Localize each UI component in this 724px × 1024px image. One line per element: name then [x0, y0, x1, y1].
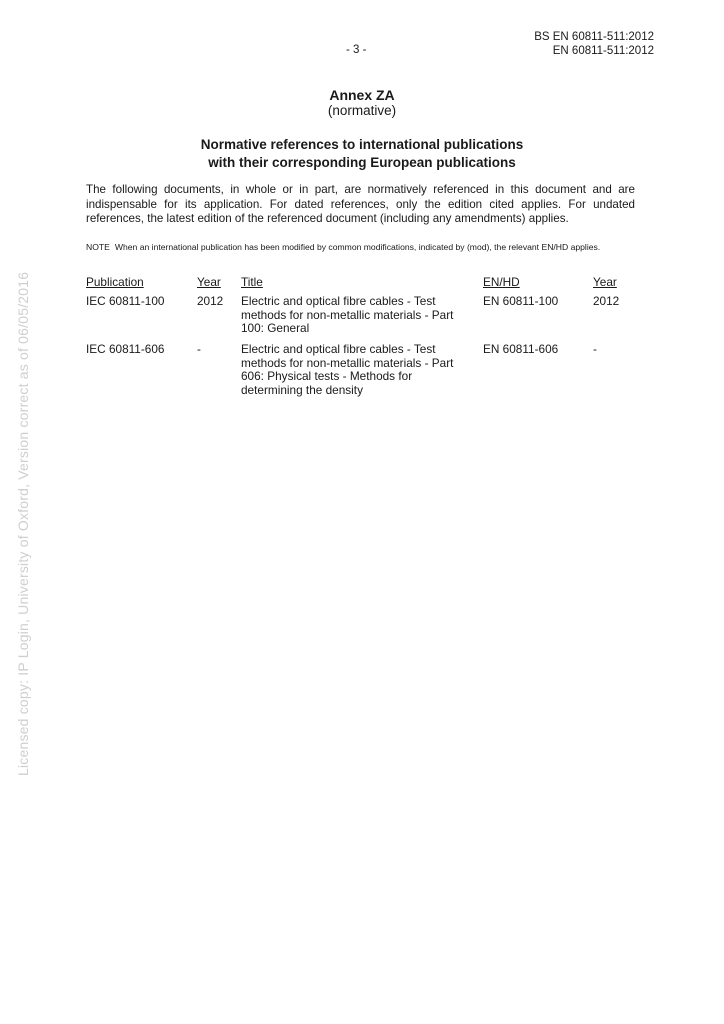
header-title: Title	[241, 275, 263, 289]
header-year: Year	[197, 275, 221, 289]
row-en-hd: EN 60811-606	[483, 342, 559, 356]
standard-ref-bs: BS EN 60811-511:2012	[534, 31, 654, 43]
row-publication: IEC 60811-100	[86, 294, 165, 308]
row-year: 2012	[197, 294, 224, 308]
row-en-hd: EN 60811-100	[483, 294, 559, 308]
page-number: - 3 -	[346, 44, 367, 56]
section-heading	[90, 136, 634, 172]
note	[86, 242, 635, 253]
intro-paragraph: The following documents, in whole or in part, are normatively referenced in this document and are indispensable for its application. For dated references, only the edition cited applies. For undated references, the latest edition of the referenced document (including any amendments) applies.	[86, 183, 635, 225]
header-publication: Publication	[86, 275, 144, 289]
row-year: -	[197, 342, 201, 356]
section-heading-line1: Normative references to international publications	[200, 137, 524, 152]
note-label: NOTE	[86, 242, 110, 252]
standard-ref-en: EN 60811-511:2012	[552, 45, 654, 57]
row-title: Electric and optical fibre cables - Test methods for non-metallic materials - Part 100: General	[241, 294, 454, 335]
license-watermark: Licensed copy: IP Login, University of Oxford, Version correct as of 06/05/2016	[15, 271, 31, 776]
row-en-year: 2012	[593, 294, 620, 308]
annex-subtitle: (normative)	[327, 103, 397, 118]
annex-title: Annex ZA	[329, 87, 395, 103]
header-en-year: Year	[593, 275, 617, 289]
header-en-hd: EN/HD	[483, 275, 520, 289]
row-publication: IEC 60811-606	[86, 342, 165, 356]
standard-reference	[534, 30, 654, 58]
row-title: Electric and optical fibre cables - Test methods for non-metallic materials - Part 606: Physical tests - Methods for determining the density	[241, 342, 454, 397]
section-heading-line2: with their corresponding European publications	[208, 155, 516, 170]
row-en-year: -	[593, 342, 597, 356]
note-text: When an international publication has been modified by common modifications, indicated by (mod), the relevant EN/HD applies.	[114, 242, 601, 252]
